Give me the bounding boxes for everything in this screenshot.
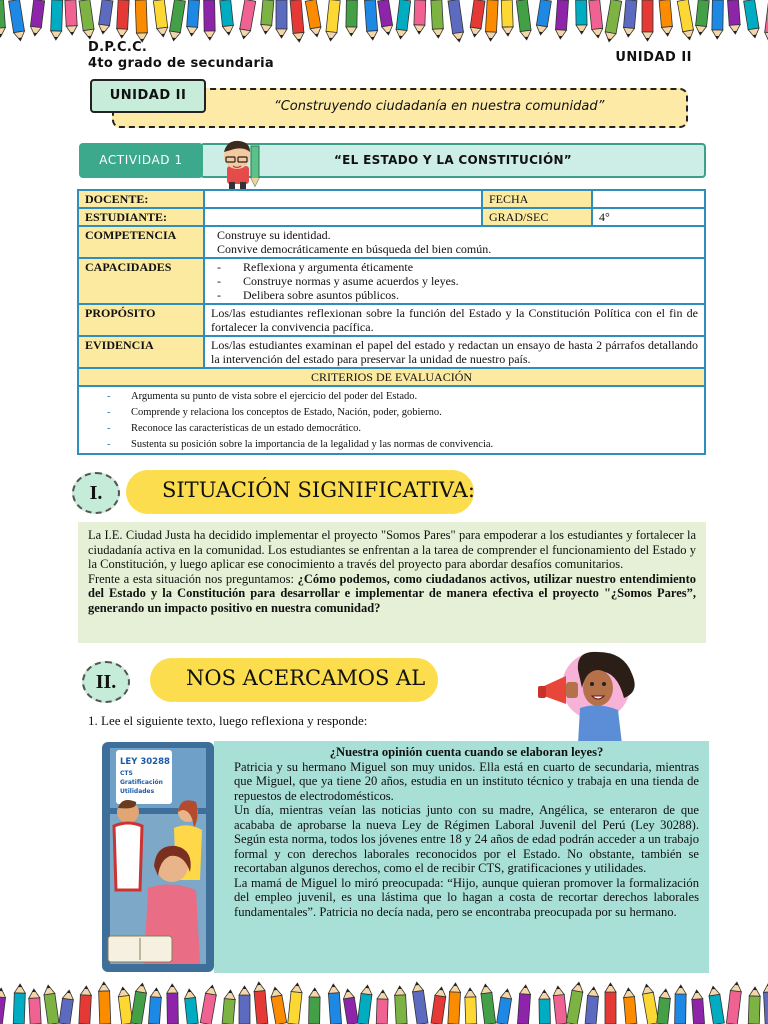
sign-item: Gratificación [120,779,163,786]
pencil-decoration [79,986,92,1024]
pencil-decoration [394,986,407,1024]
criterio-item: - Comprende y relaciona los conceptos de Estado, Nación, poder, gobierno. [107,405,698,421]
pencil-decoration [657,988,672,1024]
pencil-decoration [0,0,6,37]
activity-title-bar [200,143,706,178]
capacidad-item: - Delibera sobre asuntos públicos. [211,288,698,302]
grade-label: 4to grado de secundaria [88,56,275,71]
situation-paragraph: La I.E. Ciudad Justa ha decidido implementar el proyecto "Somos Pares" para empoderar a los estudiantes y fortalecer la ciudadanía activa en la comunidad. Los estudiantes se enfrentan a la tarea de comprender el funcionamiento del Estado y la Constitución, y luego aplicar ese conocimiento a través del proyecto para abordar desafíos comunitarios. [88,528,696,572]
pencil-border-top [0,0,768,44]
pencil-decoration [167,984,179,1024]
pencil-decoration [659,0,673,36]
pencil-decoration [501,0,513,36]
situation-box [78,522,706,643]
pencil-decoration [469,0,485,38]
pencil-decoration [116,0,129,38]
girl-with-megaphone-illustration [536,648,648,744]
competencia-label: COMPETENCIA [78,226,204,258]
pencil-decoration [43,984,59,1024]
story-paragraph: Un día, mientras veían las noticias junto con su madre, Angélica, se enteraron de que acababa de aprobarse la nueva Ley de Régimen Laboral Juvenil del Perú (Ley 30288). Según esta norma, todos los jóvenes entre 18 y 24 años de edad podrán acceder a un trabajo formal y con derechos laborales reconocidos por el Estado. No obstante, también se recortaban algunos derechos, como el de recibir CTS, gratificaciones y utilidades. [234,803,699,875]
section-2-heading [156,658,432,702]
activity-title: “EL ESTADO Y LA CONSTITUCIÓN” [334,153,572,167]
students-reading-law-illustration [96,740,220,974]
pencil-decoration [431,0,444,38]
situation-question: ¿Cómo podemos, como ciudadanos activos, utilizar nuestro entendimiento del Estado y la Constitución para desarrollar e implementar de manera efectiva el proyecto "¿Somos Pares”, generando un impacto positivo en nuestra comunidad? [88,571,697,615]
section-2-title: NOS ACERCAMOS AL [186,666,426,690]
grad-sec-label: GRAD/SEC [482,208,592,226]
pencil-border-bottom [0,980,768,1024]
evidencia-value: Los/las estudiantes examinan el papel del estado y redactan un ensayo de hasta 2 párrafos detallando la intervención del estado para preservar la unidad de nuestro país. [204,336,705,368]
pencil-decoration [712,0,724,39]
pencil-decoration [485,0,498,41]
pencil-decoration [346,0,358,36]
pencil-decoration [539,990,551,1024]
capacidades-label: CAPACIDADES [78,258,204,304]
pencil-decoration [239,986,250,1024]
grad-sec-value: 4° [592,208,705,226]
pencil-decoration [204,0,216,40]
pencil-decoration [431,986,447,1024]
evidencia-label: EVIDENCIA [78,336,204,368]
pencil-decoration [604,0,622,43]
pencil-decoration [357,984,373,1024]
pencil-decoration [695,0,710,36]
pencil-decoration [29,0,44,37]
situation-question-paragraph [88,572,696,616]
pencil-decoration [497,988,513,1024]
pencil-decoration [642,0,653,41]
estudiante-field[interactable] [204,208,482,226]
pencil-decoration [9,0,26,42]
pencil-decoration [744,0,761,39]
story-title: ¿Nuestra opinión cuenta cuando se elaboran leyes? [329,745,604,759]
pencil-decoration [13,984,25,1024]
activity-tag: ACTIVIDAD 1 [79,143,203,178]
pencil-decoration [465,988,477,1024]
fecha-label: FECHA [482,190,592,208]
pencil-decoration [748,987,760,1024]
pencil-decoration [50,0,62,40]
proposito-label: PROPÓSITO [78,304,204,336]
criterios-header: CRITERIOS DE EVALUACIÓN [78,368,705,386]
competencia-value [204,226,705,258]
pencil-decoration [555,0,569,39]
criterio-item: - Reconoce las características de un estado democrático. [107,421,698,437]
pencil-decoration [764,0,768,43]
pencil-decoration [325,0,340,41]
section-1-title: SITUACIÓN SIGNIFICATIVA: [162,478,475,502]
activity-info-table [77,189,706,455]
pencil-decoration [727,0,740,34]
pencil-decoration [59,989,75,1024]
pencil-decoration [708,985,725,1024]
pencil-decoration [305,0,322,38]
pencil-decoration [763,983,768,1024]
pencil-decoration [276,0,287,38]
sign-item: CTS [120,770,133,777]
capacidad-item: - Construye normas y asume acuerdos y leyes. [211,274,698,288]
boy-with-pencil-illustration [213,136,265,192]
pencil-decoration [589,0,604,38]
capacidades-value [204,258,705,304]
pencil-decoration [79,0,95,40]
unit-title: “Construyendo ciudadanía en nuestra comunidad” [274,99,605,114]
pencil-decoration [414,0,426,34]
docente-label: DOCENTE: [78,190,204,208]
pencil-decoration [220,0,235,36]
pencil-decoration [288,983,303,1024]
pencil-decoration [585,987,599,1024]
pencil-decoration [623,988,637,1024]
pencil-decoration [641,983,659,1024]
pencil-decoration [342,988,358,1024]
pencil-decoration [605,983,616,1024]
pencil-decoration [448,0,465,43]
pencil-decoration [184,988,199,1024]
competencia-line: Construye su identidad. [217,228,331,242]
document-header [88,40,274,72]
pencil-decoration [168,0,185,42]
pencil-decoration [395,0,411,40]
section-2-number: II. [82,661,130,703]
section-1-number: I. [72,472,120,514]
pencil-decoration [576,0,588,34]
pencil-decoration [378,0,394,36]
docente-field[interactable] [204,190,482,208]
fecha-field[interactable] [592,190,705,208]
estudiante-label: ESTUDIANTE: [78,208,204,226]
pencil-decoration [364,0,378,40]
pencil-decoration [186,0,199,36]
pencil-decoration [516,0,532,41]
pencil-decoration [0,987,7,1024]
pencil-decoration [566,981,584,1024]
question-intro: Frente a esta situación nos preguntamos: [88,571,298,586]
criterios-list-cell [78,386,705,454]
pencil-decoration [290,0,305,42]
pencil-decoration [98,982,110,1024]
pencil-decoration [480,983,496,1024]
pencil-decoration [269,986,286,1024]
section-1-heading [132,470,475,514]
pencil-decoration [260,0,274,34]
sign-item: Utilidades [120,788,155,795]
pencil-decoration [691,990,704,1024]
pencil-decoration [309,988,321,1024]
org-name: D.P.C.C. [88,40,148,55]
pencil-decoration [117,986,132,1024]
story-box [214,741,709,973]
pencil-decoration [135,0,147,42]
sign-law-number: LEY 30288 [120,757,170,767]
pencil-decoration [148,988,161,1024]
unit-tag: UNIDAD II [90,79,206,113]
pencil-decoration [411,981,428,1024]
pencil-decoration [97,0,113,35]
pencil-decoration [238,0,256,40]
pencil-decoration [131,982,148,1024]
pencil-decoration [623,0,637,37]
proposito-value: Los/las estudiantes reflexionan sobre la función del Estado y la Constitución Política con el fin de fortalecer la convivencia pacífica. [204,304,705,336]
story-paragraph: La mamá de Miguel lo miró preocupada: “Hijo, aunque quieran promover la formalización del empleo juvenil, es una lástima que lo hagan a costa de recortar derechos laborales fundamentales”. Patricia no decía nada, pero se encontraba preocupada por su hermano. [234,875,699,919]
unit-label-header: UNIDAD II [615,50,692,65]
pencil-decoration [675,985,687,1024]
pencil-decoration [376,990,388,1024]
pencil-decoration [677,0,695,41]
pencil-decoration [253,982,268,1024]
criterio-item: - Sustenta su posición sobre la importancia de la legalidad y las normas de convivencia. [107,437,698,453]
pencil-decoration [328,984,342,1024]
pencil-decoration [448,983,461,1024]
competencia-line: Convive democráticamente en búsqueda del bien común. [217,242,492,256]
pencil-decoration [726,981,742,1024]
criterio-item: - Argumenta su punto de vista sobre el ejercicio del poder del Estado. [107,389,698,405]
story-paragraph: Patricia y su hermano Miguel son muy unidos. Ella está en cuarto de secundaria, mientras que Miguel, que ya tiene 20 años, estudia en un instituto técnico y trabaja en una tienda de repuestos de electrodomésticos. [234,759,699,803]
pencil-decoration [65,0,78,35]
pencil-decoration [517,985,531,1024]
pencil-decoration [535,0,551,36]
pencil-decoration [28,989,41,1024]
pencil-decoration [552,986,567,1024]
pencil-decoration [222,990,236,1024]
reading-instruction: 1. Lee el siguiente texto, luego reflexiona y responde: [88,713,368,728]
pencil-decoration [200,984,218,1024]
pencil-decoration [153,0,168,38]
capacidad-item: - Reflexiona y argumenta éticamente [211,260,698,274]
